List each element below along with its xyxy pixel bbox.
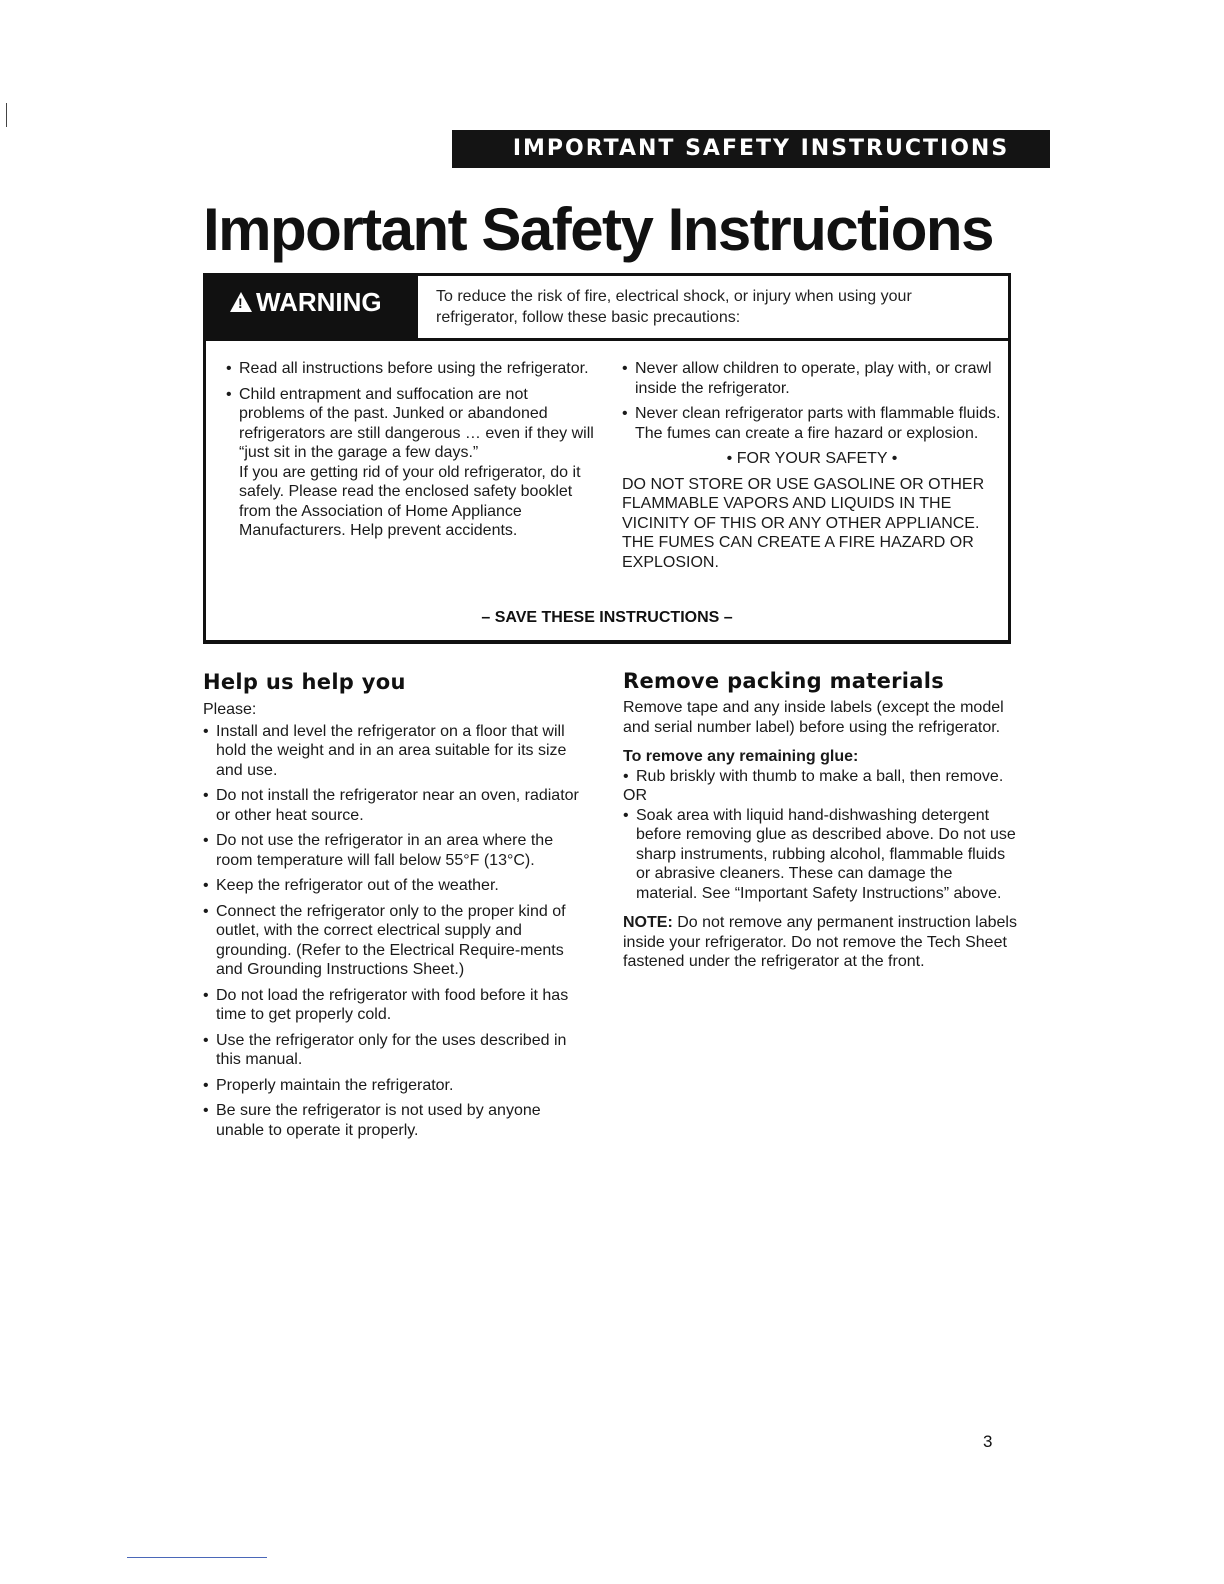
- page-number: 3: [983, 1432, 993, 1451]
- section-banner: IMPORTANT SAFETY INSTRUCTIONS: [452, 130, 1050, 168]
- glue-heading: To remove any remaining glue:: [623, 748, 859, 765]
- remove-heading: Remove packing materials: [623, 669, 945, 693]
- warning-item: • Read all instructions before using the refrigerator.: [226, 359, 596, 379]
- note-label: NOTE:: [623, 914, 673, 931]
- gasoline-warning: DO NOT STORE OR USE GASOLINE OR OTHER FLAMMABLE VAPORS AND LIQUIDS IN THE VICINITY OF THIS OR ANY OTHER APPLIANCE. THE FUMES CAN CREATE A FIRE HAZARD OR EXPLOSION.: [622, 475, 985, 571]
- glue-step: • Soak area with liquid hand-dishwashing detergent before removing glue as described above. Do not use sharp instruments, rubbing alcohol, flammable fluids or abrasive cleaners. These can damage the material. See “Important Safety Instructions” above.: [623, 806, 1018, 904]
- warning-triangle-icon: [230, 292, 252, 312]
- save-instructions: – SAVE THESE INSTRUCTIONS –: [481, 609, 733, 626]
- warning-box: [203, 273, 1011, 644]
- help-section: [203, 700, 593, 1146]
- help-item: • Connect the refrigerator only to the proper kind of outlet, with the correct electrical supply and grounding. (Refer to the Electrical Require-ments and Grounding Instructions Sheet.): [203, 902, 593, 980]
- warning-item: • Never allow children to operate, play with, or crawl inside the refrigerator.: [622, 359, 1002, 398]
- margin-mark: [6, 103, 7, 127]
- warning-left-column: [226, 359, 596, 541]
- warning-divider-top: [206, 338, 1008, 341]
- glue-or: OR: [623, 787, 647, 804]
- remove-intro: Remove tape and any inside labels (except the model and serial number label) before using the refrigerator.: [623, 699, 1004, 736]
- help-item: • Properly maintain the refrigerator.: [203, 1076, 593, 1096]
- help-item: • Use the refrigerator only for the uses described in this manual.: [203, 1031, 593, 1070]
- help-item: • Install and level the refrigerator on a floor that will hold the weight and in an area suitable for its size and use.: [203, 722, 593, 781]
- warning-divider-bottom: [206, 640, 1008, 643]
- help-item: • Be sure the refrigerator is not used by anyone unable to operate it properly.: [203, 1101, 593, 1140]
- help-please: Please:: [203, 701, 257, 718]
- help-heading: Help us help you: [203, 670, 406, 694]
- help-item: • Do not install the refrigerator near an oven, radiator or other heat source.: [203, 786, 593, 825]
- warning-item: • Child entrapment and suffocation are not problems of the past. Junked or abandoned refrigerators are still dangerous … even if they will “just sit in the garage a few days.”: [226, 385, 596, 463]
- page-title: Important Safety Instructions: [203, 196, 993, 263]
- note-text: Do not remove any permanent instruction labels inside your refrigerator. Do not remove the Tech Sheet fastened under the refrigerator at the front.: [623, 914, 1017, 970]
- remove-section: [623, 698, 1018, 972]
- warning-intro: To reduce the risk of fire, electrical shock, or injury when using your refrigerator, follow these basic precautions:: [436, 288, 912, 326]
- warning-right-column: [622, 359, 1002, 572]
- help-item: • Do not load the refrigerator with food before it has time to get properly cold.: [203, 986, 593, 1025]
- help-item: • Do not use the refrigerator in an area where the room temperature will fall below 55°F (13°C).: [203, 831, 593, 870]
- warning-item: • Never clean refrigerator parts with flammable fluids. The fumes can create a fire hazard or explosion.: [622, 404, 1002, 443]
- help-item: • Keep the refrigerator out of the weather.: [203, 876, 593, 896]
- warning-label-text: WARNING: [256, 287, 382, 317]
- glue-step: • Rub briskly with thumb to make a ball, then remove.: [623, 767, 1018, 787]
- warning-label: [206, 276, 418, 340]
- footer-rule: [127, 1557, 267, 1558]
- disposal-paragraph: If you are getting rid of your old refrigerator, do it safely. Please read the enclosed safety booklet from the Association of Home Appliance Manufacturers. Help prevent accidents.: [239, 463, 581, 539]
- for-your-safety: • FOR YOUR SAFETY •: [726, 450, 898, 467]
